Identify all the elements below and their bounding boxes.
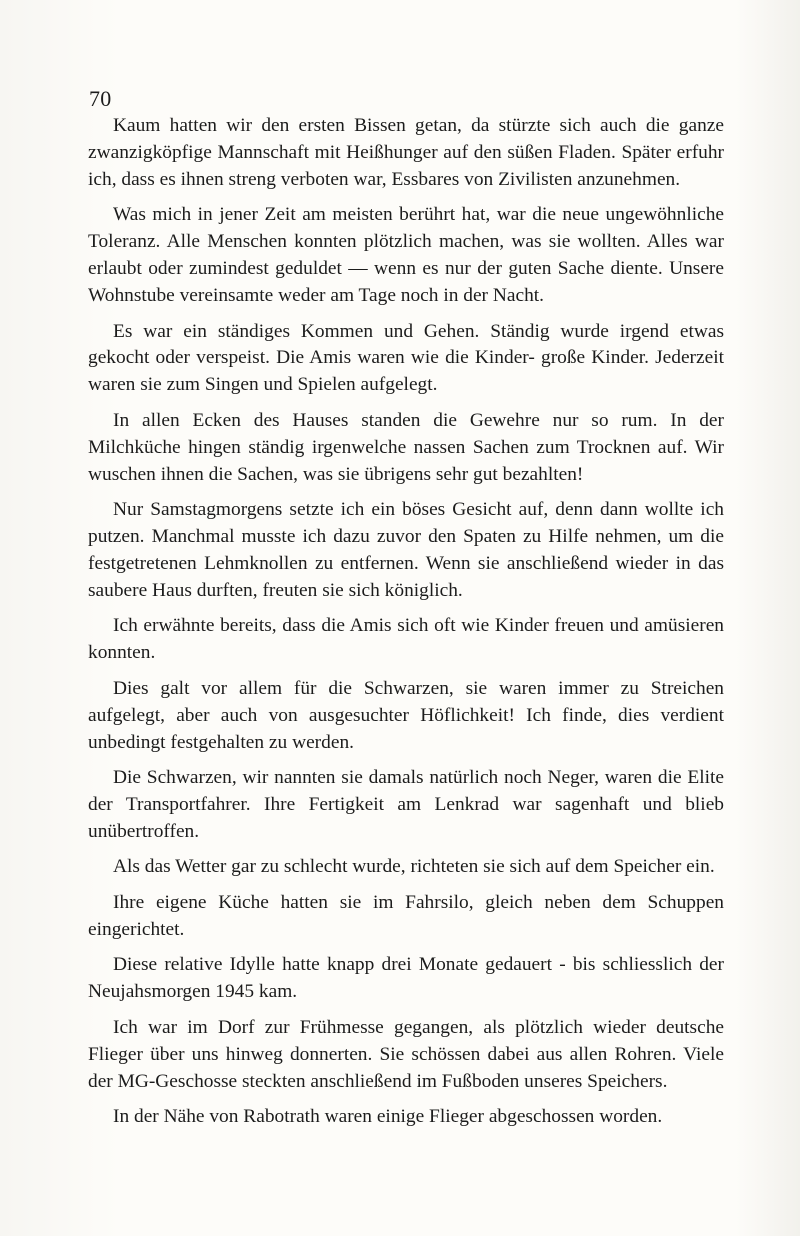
paragraph-8: Die Schwarzen, wir nannten sie damals natürlich noch Neger, waren die Elite der Transportfahrer. Ihre Fertigkeit am Lenkrad war sagenhaft und blieb unübertroffen.: [88, 767, 724, 842]
paragraph-10: Ihre eigene Küche hatten sie im Fahrsilo, gleich neben dem Schuppen eingerichtet.: [88, 891, 724, 940]
paragraph-5: Nur Samstagmorgens setzte ich ein böses Gesicht auf, denn dann wollte ich putzen. Manchmal musste ich dazu zuvor den Spaten zu Hilfe nehmen, um die festgetretenen Lehmknollen zu entfernen. Wenn sie anschließend wieder in das saubere Haus durften, freuten sie sich königlich.: [88, 499, 724, 601]
paragraph-3: Es war ein ständiges Kommen und Gehen. Ständig wurde irgend etwas gekocht oder verspeist. Die Amis waren wie die Kinder- große Kinder. Jederzeit waren sie zum Singen und Spielen aufgelegt.: [88, 320, 724, 396]
paragraph-11: Diese relative Idylle hatte knapp drei Monate gedauert - bis schliesslich der Neujahsmorgen 1945 kam.: [88, 954, 724, 1003]
paragraph-9: Als das Wetter gar zu schlecht wurde, richteten sie sich auf dem Speicher ein.: [113, 856, 715, 878]
body-text: [88, 113, 724, 1140]
paragraph-4: In allen Ecken des Hauses standen die Gewehre nur so rum. In der Milchküche hingen ständig irgenwelche nassen Sachen zum Trocknen auf. Wir wuschen ihnen die Sachen, was sie übrigens sehr gut bezahlten!: [88, 409, 724, 485]
paragraph-1: Kaum hatten wir den ersten Bissen getan, da stürzte sich auch die ganze zwanzigköpfige Mannschaft mit Heißhunger auf den süßen Fladen. Später erfuhr ich, dass es ihnen streng verboten war, Essbares von Zivilisten anzunehmen.: [88, 115, 724, 190]
paragraph-13: In der Nähe von Rabotrath waren einige Flieger abgeschossen worden.: [113, 1106, 663, 1128]
paragraph-12: Ich war im Dorf zur Frühmesse gegangen, als plötzlich wieder deutsche Flieger über uns hinweg donnerten. Sie schössen dabei aus allen Rohren. Viele der MG-Geschosse steckten anschließend im Fußboden unseres Speichers.: [88, 1016, 724, 1092]
paragraph-2: Was mich in jener Zeit am meisten berührt hat, war die neue ungewöhnliche Toleranz. Alle Menschen konnten plötzlich machen, was sie wollten. Alles war erlaubt oder zumindest geduldet — wenn es nur der guten Sache diente. Unsere Wohnstube vereinsamte weder am Tage noch in der Nacht.: [88, 204, 724, 307]
paragraph-6: Ich erwähnte bereits, dass die Amis sich oft wie Kinder freuen und amüsieren konnten.: [88, 615, 724, 664]
page-number: 70: [89, 86, 112, 111]
paragraph-7: Dies galt vor allem für die Schwarzen, sie waren immer zu Streichen aufgelegt, aber auch von ausgesuchter Höflichkeit! Ich finde, dies verdient unbedingt festgehalten zu werden.: [88, 677, 724, 753]
